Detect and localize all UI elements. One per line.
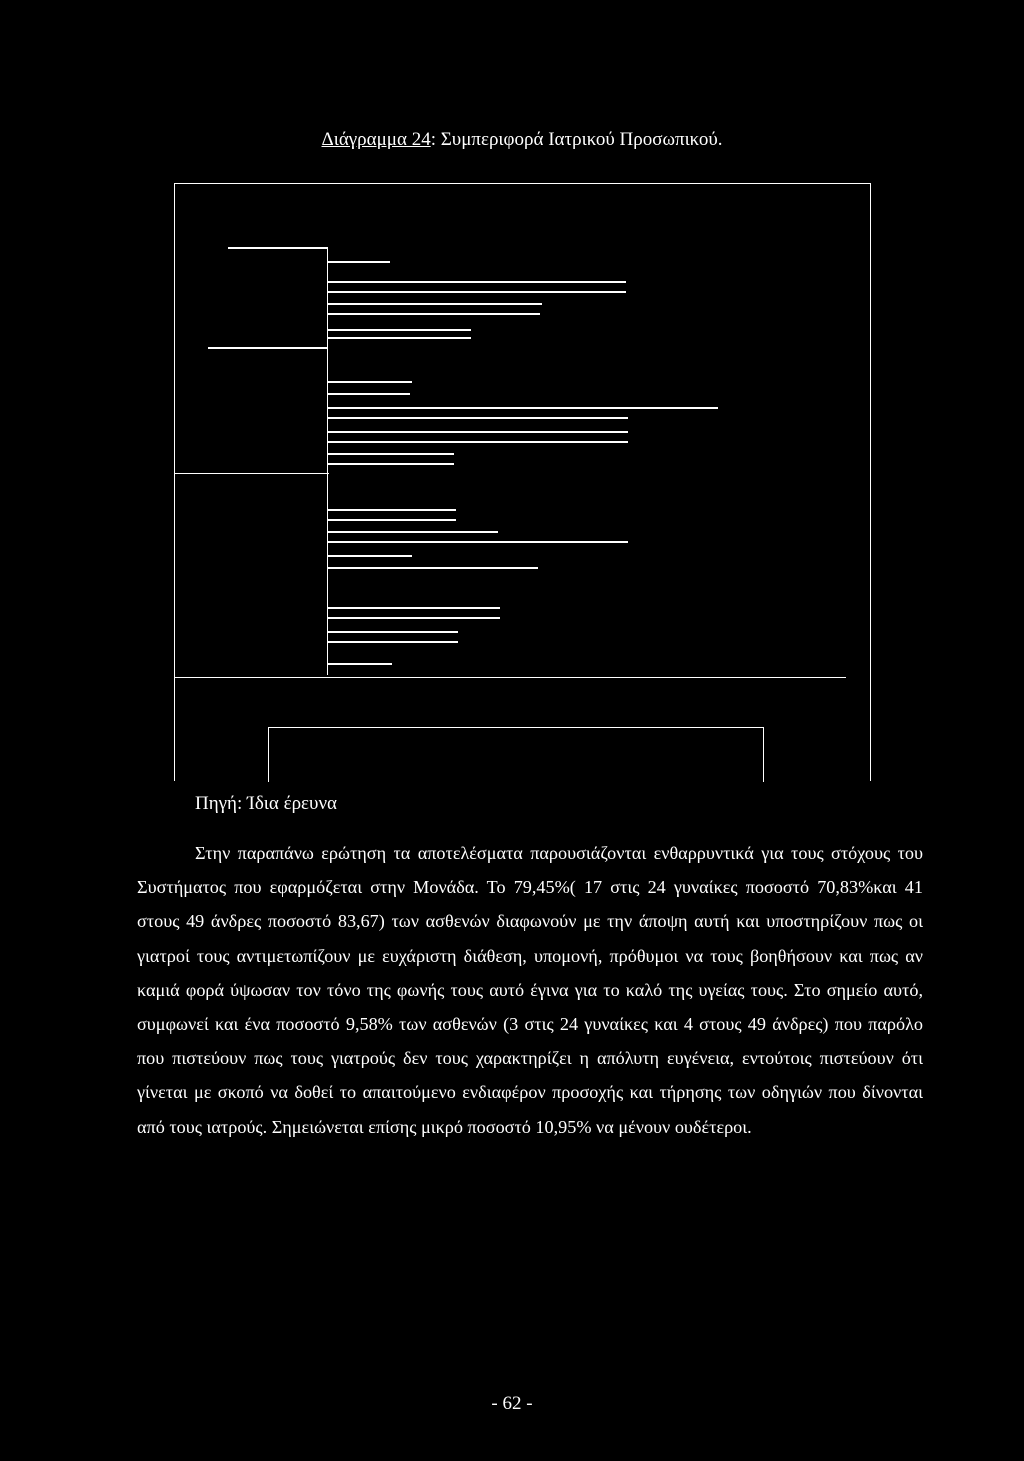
chart-bar bbox=[208, 347, 328, 349]
chart-bar bbox=[328, 431, 628, 433]
chart-bar bbox=[228, 247, 328, 249]
chart-bar bbox=[328, 663, 392, 665]
page-number: - 62 - bbox=[491, 1393, 533, 1414]
figure-number: Διάγραμμα 24 bbox=[321, 129, 431, 150]
chart-bar bbox=[328, 519, 456, 521]
chart-bar bbox=[328, 281, 626, 283]
chart-bar bbox=[328, 463, 454, 465]
chart-bar bbox=[328, 381, 412, 383]
chart-bar bbox=[328, 261, 390, 263]
chart-bar bbox=[328, 567, 538, 569]
chart-bar bbox=[328, 509, 456, 511]
bar-chart bbox=[174, 183, 871, 783]
chart-divider-bottom bbox=[174, 677, 846, 678]
chart-bar bbox=[328, 541, 628, 543]
chart-bar bbox=[328, 291, 626, 293]
chart-bar bbox=[328, 453, 454, 455]
chart-axis bbox=[327, 247, 328, 675]
chart-bar bbox=[328, 393, 410, 395]
chart-legend bbox=[268, 727, 764, 782]
figure-caption bbox=[0, 129, 1024, 151]
chart-bar bbox=[328, 641, 458, 643]
body-text bbox=[137, 836, 923, 1144]
chart-bar bbox=[328, 313, 540, 315]
chart-divider-top bbox=[174, 473, 329, 474]
chart-frame bbox=[174, 183, 871, 781]
chart-bar bbox=[328, 631, 458, 633]
chart-bar bbox=[328, 531, 498, 533]
source-note: Πηγή: Ίδια έρευνα bbox=[195, 793, 337, 814]
chart-bar bbox=[328, 441, 628, 443]
chart-bar bbox=[328, 555, 412, 557]
chart-bar bbox=[328, 417, 628, 419]
figure-title: : Συμπεριφορά Ιατρικού Προσωπικού. bbox=[430, 129, 723, 150]
chart-bar bbox=[328, 607, 500, 609]
chart-bar bbox=[328, 407, 718, 409]
chart-bar bbox=[328, 303, 542, 305]
paragraph: Στην παραπάνω ερώτηση τα αποτελέσματα παρουσιάζονται ενθαρρυντικά για τους στόχους του Συστήματος που εφαρμόζεται στην Μονάδα. Το 79,45%( 17 στις 24 γυναίκες ποσοστό 70,83%και 41 στους 49 άνδρες ποσοστό 83,67) των ασθενών διαφωνούν με την άποψη αυτή και υποστηρίζουν πως οι γιατροί τους αντιμετωπίζουν με ευχάριστη διάθεση, υπομονή, πρόθυμοι να τους βοηθήσουν και πως αν καμιά φορά ύψωσαν τον τόνο της φωνής τους αυτό έγινα για το καλό της υγείας τους. Στο σημείο αυτό, συμφωνεί και ένα ποσοστό 9,58% των ασθενών (3 στις 24 γυναίκες και 4 στους 49 άνδρες) που παρόλο που πιστεύουν πως τους γιατρούς δεν τους χαρακτηρίζει η απόλυτη ευγένεια, εντούτοις πιστεύουν ότι γίνεται με σκοπό να δοθεί το απαιτούμενο ενδιαφέρον προσοχής και τήρησης των οδηγιών που δίνονται από τους ιατρούς. Σημειώνεται επίσης μικρό ποσοστό 10,95% να μένουν ουδέτεροι. bbox=[137, 843, 923, 1137]
chart-bar bbox=[328, 337, 471, 339]
chart-bar bbox=[328, 617, 500, 619]
chart-bar bbox=[328, 329, 471, 331]
